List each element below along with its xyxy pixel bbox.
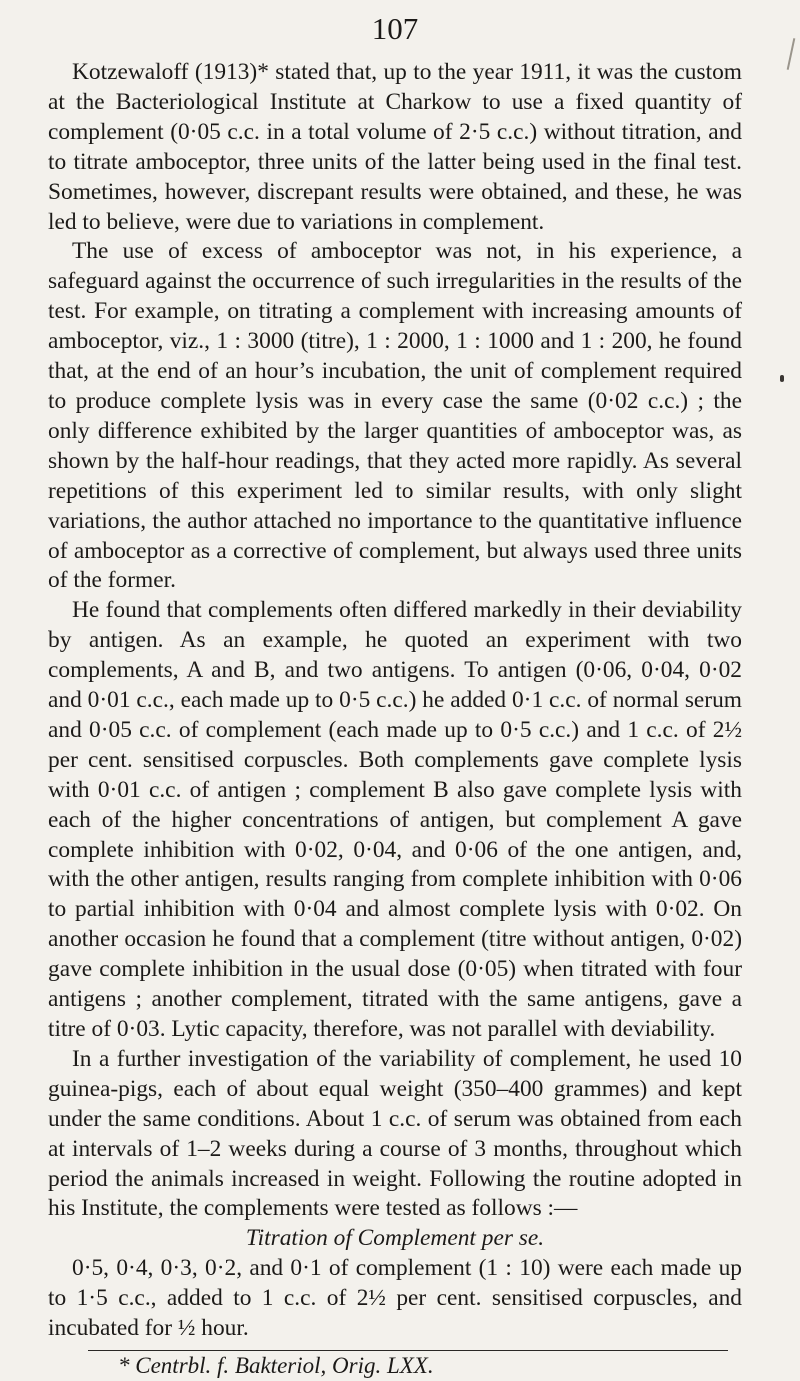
footnote: * Centrbl. f. Bakteriol, Orig. LXX. bbox=[118, 1352, 434, 1378]
page-number: 107 bbox=[371, 11, 419, 46]
paragraph-variability-investigation: In a further investigation of the variability of complement, he used 10 guinea-pigs, each of about equal weight (350–400 grammes) and kept under the same conditions. About 1 c.c. of serum was obtained from each at intervals of 1–2 weeks during a course of 3 months, throughout which period the animals increased in weight. Following the routine adopted in his Institute, the complements were tested as follows :— bbox=[48, 1045, 742, 1222]
paragraph-amboceptor-excess: The use of excess of amboceptor was not, in his experience, a safeguard against the occurrence of such irregularities in the results of the test. For example, on titrating a complement with increasing amounts of amboceptor, viz., 1 : 3000 (titre), 1 : 2000, 1 : 1000 and 1 : 200, he found that, at the end of an hour’s incubation, the unit of complement required to produce complete lysis was in every case the same (0·02 c.c.) ; the only difference exhibited by the larger quantities of amboceptor was, as shown by the half-hour readings, that they acted more rapidly. As several repetitions of this experiment led to similar results, with only slight variations, the author attached no importance to the quantitative influence of amboceptor as a corrective of complement, but always used three units of the former. bbox=[48, 238, 742, 594]
paragraph-titration-procedure: 0·5, 0·4, 0·3, 0·2, and 0·1 of complement (1 : 10) were each made up to 1·5 c.c., added to 1 c.c. of 2½ per cent. sensitised corpuscles, and incubated for ½ hour. bbox=[48, 1255, 742, 1342]
paragraph-deviability: He found that complements often differed markedly in their deviability by antigen. As an example, he quoted an experiment with two complements, A and B, and two antigens. To antigen (0·06, 0·04, 0·02 and 0·01 c.c., each made up to 0·5 c.c.) he added 0·1 c.c. of normal serum and 0·05 c.c. of complement (each made up to 0·5 c.c.) and 1 c.c. of 2½ per cent. sensitised corpuscles. Both complements gave complete lysis with 0·01 c.c. of antigen ; complement B also gave complete lysis with each of the higher concentrations of antigen, but complement A gave complete inhibition with 0·02, 0·04, and 0·06 of the one antigen, and, with the other antigen, results ranging from complete inhibition with 0·06 to partial inhibition with 0·04 and almost complete lysis with 0·02. On another occasion he found that a complement (titre without antigen, 0·02) gave complete inhibition in the usual dose (0·05) when titrated with four antigens ; another complement, titrated with the same antigens, gave a titre of 0·03. Lytic capacity, therefore, was not parallel with deviability. bbox=[48, 597, 742, 1042]
paragraph-kotzewaloff-intro: Kotzewaloff (1913)* stated that, up to the year 1911, it was the custom at the Bacteriological Institute at Charkow to use a fixed quantity of complement (0·05 c.c. in a total volume of 2·5 c.c.) without titration, and to titrate amboceptor, three units of the latter being used in the final test. Sometimes, however, discrepant results were obtained, and these, he was led to believe, were due to variations in complement. bbox=[48, 59, 742, 235]
section-heading: Titration of Complement per se. bbox=[245, 1225, 545, 1252]
page-edge-speck bbox=[780, 375, 784, 382]
